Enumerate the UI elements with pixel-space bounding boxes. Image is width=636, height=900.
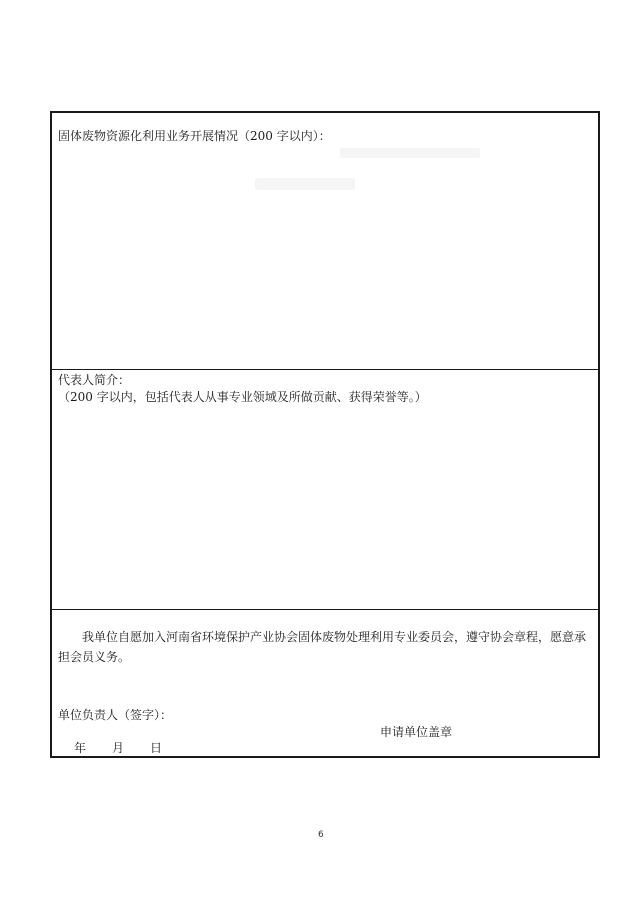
declaration-text: 我单位自愿加入河南省环境保护产业协会固体废物处理利用专业委员会，遵守协会章程，愿意承担会员义务。 [58, 630, 587, 664]
date-row [74, 740, 162, 756]
representative-section-hint: （200 字以内，包括代表人从事专业领域及所做贡献、获得荣誉等。） [58, 390, 427, 404]
business-section [52, 113, 598, 370]
date-month: 月 [112, 741, 125, 755]
date-year: 年 [74, 741, 87, 755]
declaration-section [52, 610, 598, 756]
date-day: 日 [150, 741, 163, 755]
page-number: 6 [318, 830, 324, 840]
representative-section-label: 代表人简介： [58, 373, 131, 387]
business-section-label: 固体废物资源化利用业务开展情况（200 字以内）： [58, 129, 331, 143]
membership-form-table [50, 111, 600, 758]
representative-section [52, 370, 598, 610]
seal-label: 申请单位盖章 [380, 725, 453, 739]
signer-label: 单位负责人（签字）： [58, 708, 173, 722]
